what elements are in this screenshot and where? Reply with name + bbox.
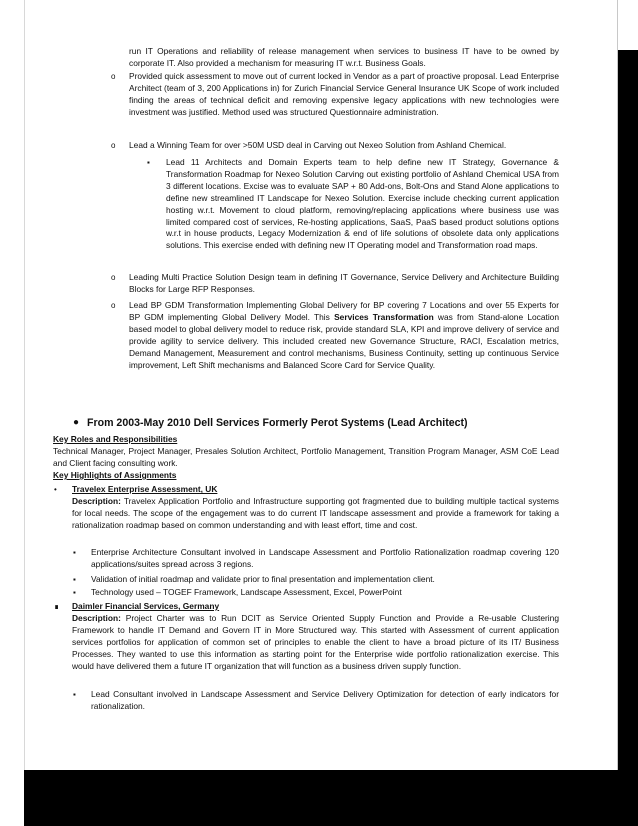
circle-bullet-icon: o	[111, 273, 116, 282]
circle-bullet-icon: o	[111, 141, 116, 150]
dell-section-heading: From 2003-May 2010 Dell Services Formerly Perot Systems (Lead Architect)	[87, 417, 468, 429]
daimler-description	[72, 613, 559, 673]
square-bullet-icon: ▪	[73, 690, 76, 699]
key-roles-label: Key Roles and Responsibilities	[53, 434, 178, 444]
continuation-paragraph: run IT Operations and reliability of release management when services to business IT have to be owned by corporate IT. Also provided a mechanism for measuring IT w.r.t. Business Goals.	[129, 46, 559, 68]
daimler-desc-text: Project Charter was to Run DCIT as Service Oriented Supply Function and Provide a Re-usable Clustering Framework to handle IT Demand and Govern IT in More Structured way. This started with Assessment of current application services portfolios for application of common set of principles to enable the client to have a broad picture of its IT/ Business Processes. They wanted to use this information as starting point for the Enterprise wide portfolio rationalization exercise. This would have delivered them a future IT organization that will function as a business driven supply function.	[72, 613, 559, 671]
quick-assessment-item: Provided quick assessment to move out of current locked in Vendor as a part of proactive proposal. Lead Enterprise Architect (team of 3, 200 Applications in) for Zurich Financial Service General Insurance UK Scope of work included finding the areas of technical deficit and removing expensive legacy applications with new technologies were investment was justified. Method used was structured Questionnaire administration.	[129, 71, 559, 117]
key-roles-text: Technical Manager, Project Manager, Presales Solution Architect, Portfolio Management, Transition Program Manager, ASM CoE Lead and Client facing consulting work.	[53, 446, 559, 468]
square-bullet-icon: ▪	[73, 588, 76, 597]
circle-bullet-icon: o	[111, 301, 116, 310]
travelex-desc-text: Travelex Application Portfolio and Infrastructure supporting got fragmented due to building multiple tactical systems for local needs. The scope of the engagement was to do current IT landscape assessment and provide a framework for taking a rationalization roadmap based on common understanding and with least effort, time and cost.	[72, 496, 559, 530]
filled-bullet-icon: •	[54, 485, 57, 494]
square-bullet-icon: ▪	[73, 575, 76, 584]
circle-bullet-icon: o	[111, 72, 116, 81]
travelex-desc-label: Description:	[72, 496, 121, 506]
bp-gdm-text-2: was from Stand-alone Location based model to global delivery model to reduce risk, provide standard SLA, KPI and improve delivery of service and provide agility to service delivery. This included created new Governance Structure, RACI, Escalation metrics, Demand Management, Measurement and control mechanisms, Business Continuity, setting up continuous Service improvement, Left Shift mechanisms and Balanced Score Card for Service Quality.	[129, 311, 559, 370]
bp-gdm-text-1: Lead BP GDM Transformation Implementing Global Delivery for BP covering 7 Locations and over 55 Experts for BP GDM implementing Global Delivery Model. This	[129, 300, 559, 322]
multi-practice-item: Leading Multi Practice Solution Design team in defining IT Governance, Service Delivery and Architecture Building Blocks for Large RFP Responses.	[129, 272, 559, 294]
winning-team-item: Lead a Winning Team for over >50M USD deal in Carving out Nexeo Solution from Ashland Chemical.	[129, 140, 507, 150]
travelex-bullet: Technology used – TOGEF Framework, Landscape Assessment, Excel, PowerPoint	[91, 587, 402, 597]
page-shadow-bottom	[24, 770, 638, 826]
architects-subitem: Lead 11 Architects and Domain Experts team to help define new IT Strategy, Governance & Transformation Roadmap for Nexeo Solution Carving out existing portfolio of Ashland Chemical USA from 3 different locations. Excise was to evaluate SAP + 80 Add-ons, Bolt-Ons and Stand Alone applications to define new streamlined IT Landscape for Nexeo Solution. Exercise include checking current application hosting w.r.t. Movement to cloud platform, removing/replacing applications where business use was limited compared cost of services, Re-hosting applications, SaaS, PaaS based product solutions options w.r.t in house products, Legacy Modernization & end of life solutions of obsolete data only applications solutions. This exercise ended with defining new IT Operating model and Transformation road maps.	[166, 157, 559, 251]
travelex-title: Travelex Enterprise Assessment, UK	[72, 484, 218, 494]
travelex-bullet: Enterprise Architecture Consultant involved in Landscape Assessment and Portfolio Rationalization roadmap covering 120 applications/suites spread across 3 regions.	[91, 547, 559, 569]
bp-gdm-bold: Services Transformation	[334, 311, 434, 322]
bp-gdm-item	[129, 300, 559, 371]
key-highlights-label: Key Highlights of Assignments	[53, 470, 177, 480]
filled-bullet-icon: ●	[73, 417, 80, 428]
document-page	[24, 0, 618, 770]
daimler-bullet: Lead Consultant involved in Landscape Assessment and Service Delivery Optimization for detection of early indicators for rationalization.	[91, 689, 559, 711]
daimler-title: Daimler Financial Services, Germany	[72, 601, 220, 611]
daimler-desc-label: Description:	[72, 613, 121, 623]
travelex-bullet: Validation of initial roadmap and validate prior to final presentation and implementation client.	[91, 574, 435, 584]
square-bullet-icon: ▪	[73, 548, 76, 557]
travelex-description	[72, 496, 559, 532]
square-bullet-icon: ▪	[147, 158, 150, 167]
missing-glyph-bullet-icon: ∎	[54, 602, 60, 611]
